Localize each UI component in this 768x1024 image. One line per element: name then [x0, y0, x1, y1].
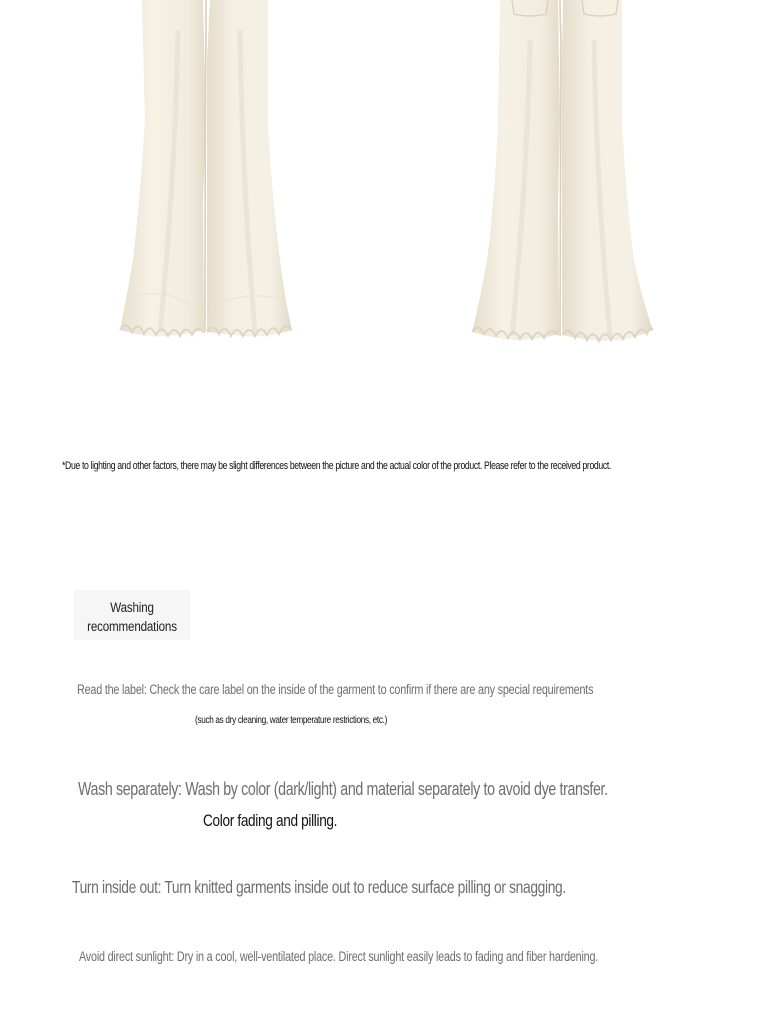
recommendation-turn-inside-out: Turn inside out: Turn knitted garments inside out to reduce surface pilling or snagging.: [72, 877, 566, 897]
recommendation-read-label-note: (such as dry cleaning, water temperature restrictions, etc.): [195, 714, 388, 726]
trousers-front-view: [120, 0, 292, 336]
product-photo: [0, 0, 768, 380]
recommendation-avoid-sunlight: Avoid direct sunlight: Dry in a cool, well-ventilated place. Direct sunlight easily leads to fading and fiber hardening.: [79, 949, 599, 964]
recommendation-read-label: Read the label: Check the care label on the inside of the garment to confirm if there are any special requirements: [77, 682, 594, 697]
trousers-back-view: [472, 0, 653, 341]
washing-recommendations-title: [80, 598, 183, 636]
color-disclaimer: *Due to lighting and other factors, there may be slight differences between the picture and the actual color of the product. Please refer to the received product.: [62, 460, 611, 472]
title-line-1: Washing: [110, 600, 154, 615]
recommendation-wash-separately: Wash separately: Wash by color (dark/light) and material separately to avoid dye transfer.: [78, 779, 608, 799]
recommendation-wash-separately-note: Color fading and pilling.: [203, 811, 338, 830]
title-line-2: recommendations: [87, 619, 177, 634]
